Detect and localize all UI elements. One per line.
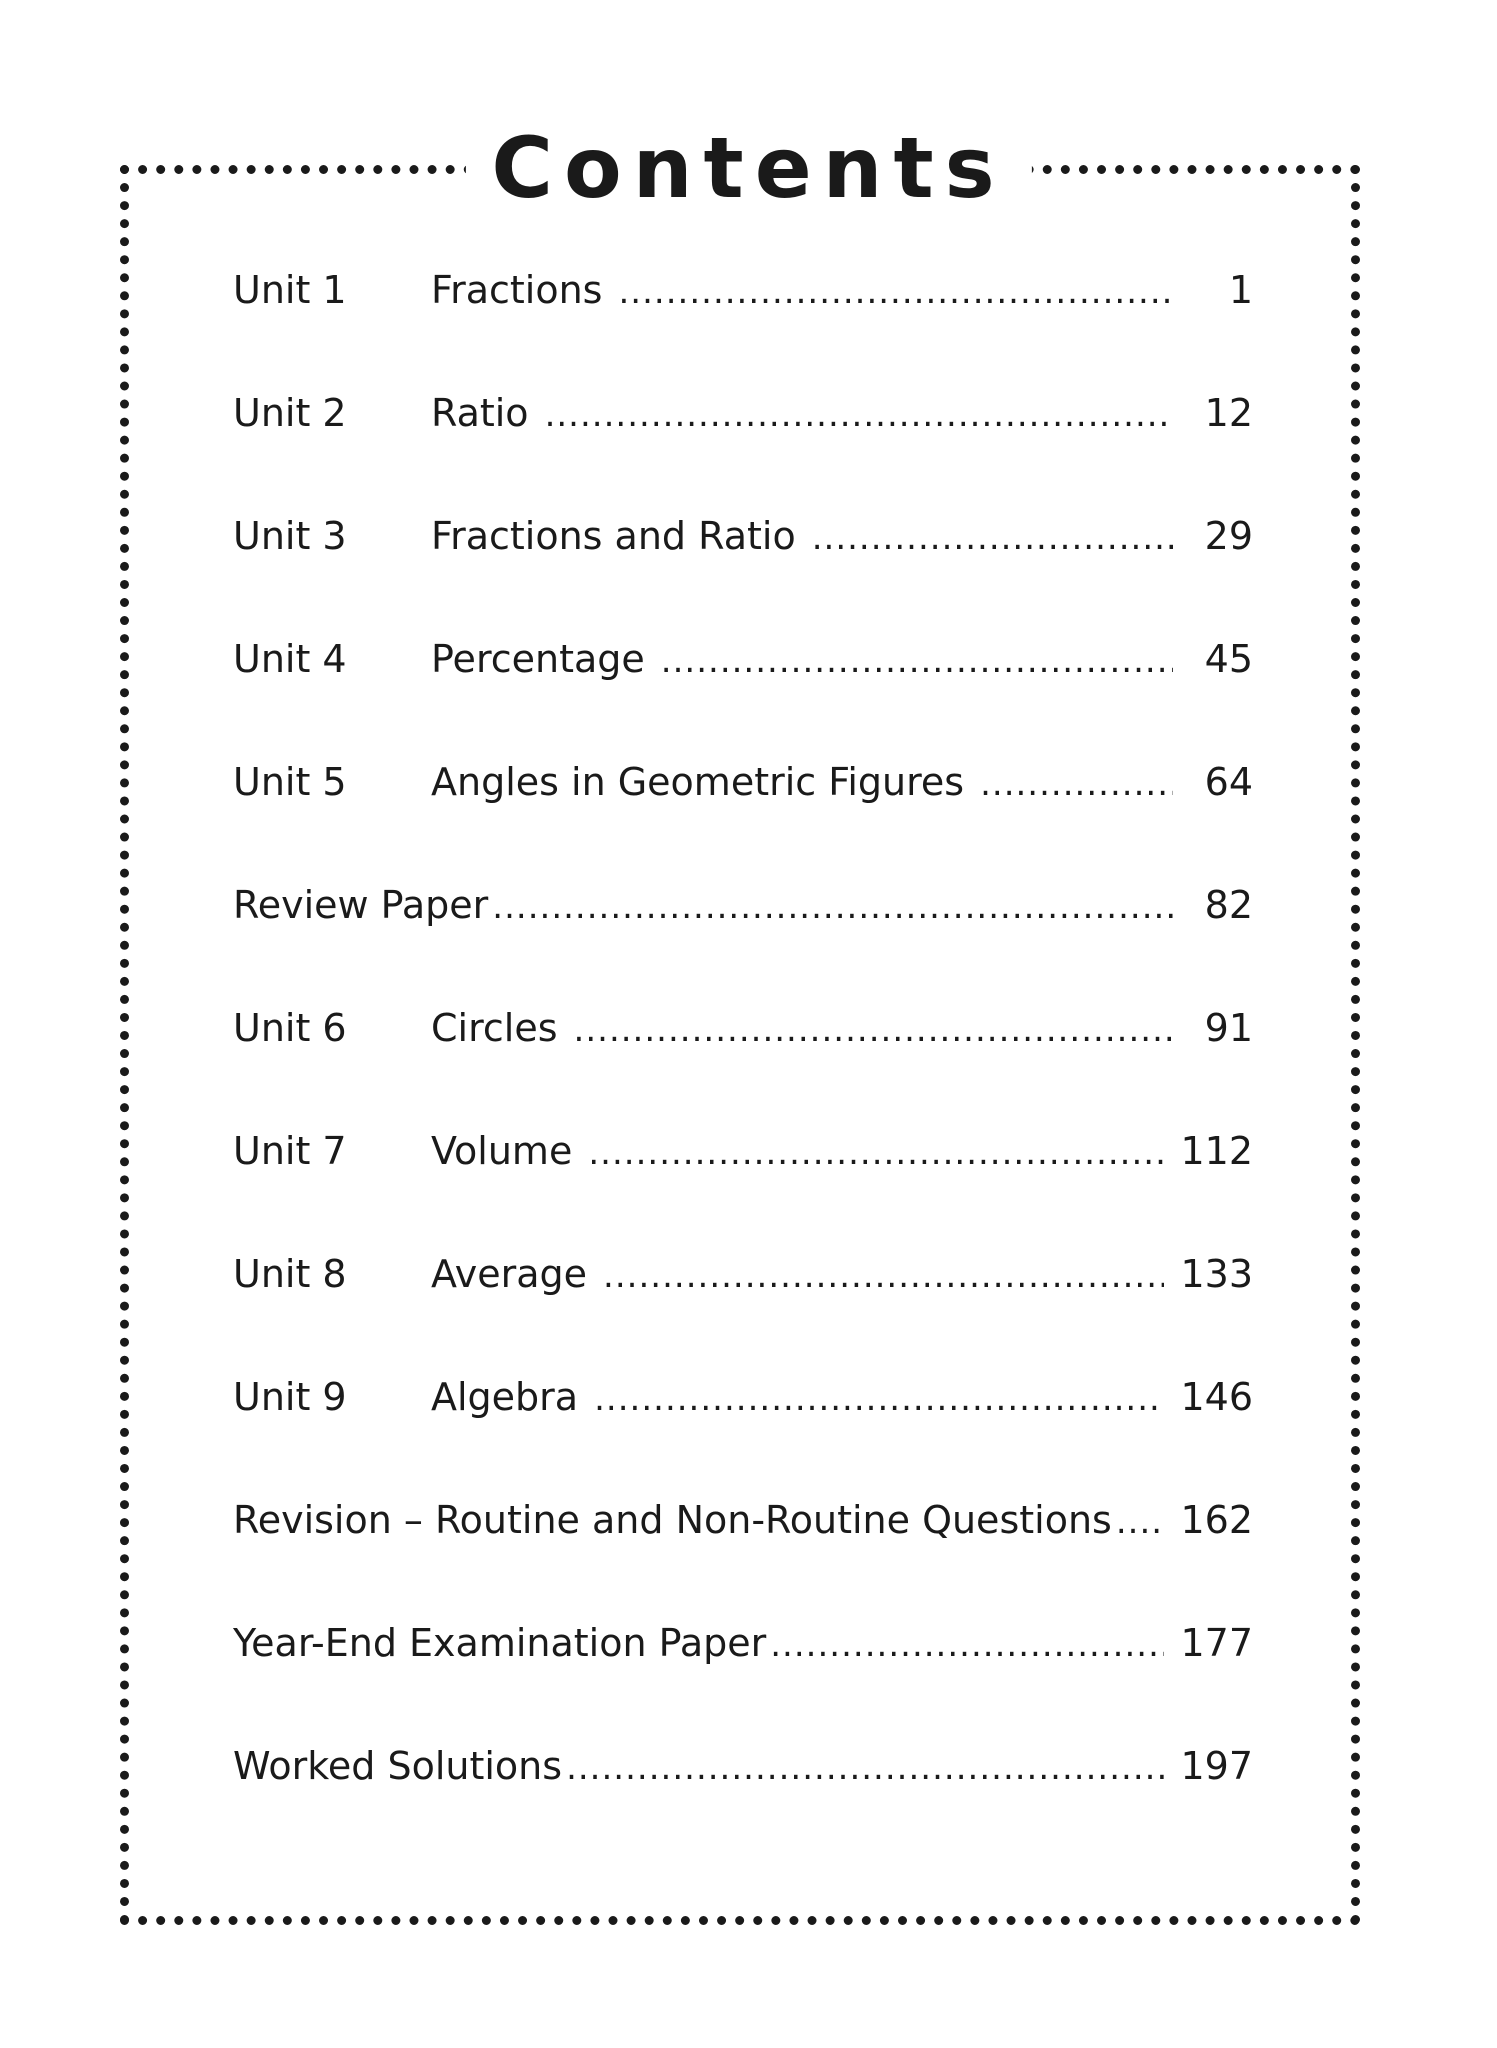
- dot-leader: [492, 877, 1173, 937]
- unit-number: Unit 2: [233, 391, 347, 435]
- toc-entry-unit-1[interactable]: [233, 260, 1253, 320]
- page-number: 146: [1180, 1375, 1253, 1419]
- entry-title: Volume: [431, 1129, 573, 1173]
- entry-title: Circles: [431, 1006, 558, 1050]
- page-number: 91: [1204, 1006, 1253, 1050]
- toc-entry-revision[interactable]: [233, 1490, 1253, 1550]
- dot-leader: [980, 754, 1173, 814]
- toc-entry-unit-7[interactable]: [233, 1121, 1253, 1181]
- page-number: 197: [1180, 1744, 1253, 1788]
- entry-title: Year-End Examination Paper: [233, 1621, 767, 1665]
- toc-entry-unit-5[interactable]: [233, 752, 1253, 812]
- toc-entry-year-end-exam[interactable]: [233, 1613, 1253, 1673]
- toc-entry-unit-6[interactable]: [233, 998, 1253, 1058]
- dot-leader: [661, 631, 1173, 691]
- page-number: 133: [1180, 1252, 1253, 1296]
- unit-number: Unit 9: [233, 1375, 347, 1419]
- page-number: 1: [1228, 268, 1253, 312]
- dot-leader: [566, 1738, 1164, 1798]
- dot-leader: [770, 1615, 1164, 1675]
- toc-entry-unit-9[interactable]: [233, 1367, 1253, 1427]
- page-number: 64: [1204, 760, 1253, 804]
- toc-entry-review-paper[interactable]: [233, 875, 1253, 935]
- entry-title: Algebra: [431, 1375, 579, 1419]
- dot-leader: [545, 385, 1173, 445]
- page-number: 45: [1204, 637, 1253, 681]
- page-number: 82: [1204, 883, 1253, 927]
- unit-number: Unit 8: [233, 1252, 347, 1296]
- unit-number: Unit 3: [233, 514, 347, 558]
- page-number: 162: [1180, 1498, 1253, 1542]
- entry-title: Average: [431, 1252, 588, 1296]
- toc-entry-unit-8[interactable]: [233, 1244, 1253, 1304]
- dot-leader: [594, 1369, 1164, 1429]
- toc-entry-unit-3[interactable]: [233, 506, 1253, 566]
- page-title: Contents: [465, 118, 1031, 218]
- entry-title: Angles in Geometric Figures: [431, 760, 965, 804]
- dot-leader: [603, 1246, 1164, 1306]
- dot-leader: [574, 1000, 1173, 1060]
- entry-title: Ratio: [431, 391, 529, 435]
- page-number: 29: [1204, 514, 1253, 558]
- entry-title: Revision – Routine and Non-Routine Questions: [233, 1498, 1112, 1542]
- entry-title: Fractions: [431, 268, 603, 312]
- dot-leader: [618, 262, 1173, 322]
- toc-entry-worked-solutions[interactable]: [233, 1736, 1253, 1796]
- page-number: 112: [1180, 1129, 1253, 1173]
- dot-leader: [812, 508, 1173, 568]
- unit-number: Unit 1: [233, 268, 347, 312]
- unit-number: Unit 4: [233, 637, 347, 681]
- dot-leader: [588, 1123, 1164, 1183]
- page-number: 177: [1180, 1621, 1253, 1665]
- entry-title: Worked Solutions: [233, 1744, 563, 1788]
- unit-number: Unit 5: [233, 760, 347, 804]
- toc-entry-unit-4[interactable]: [233, 629, 1253, 689]
- page-number: 12: [1204, 391, 1253, 435]
- dot-leader: [1116, 1492, 1165, 1552]
- entry-title: Review Paper: [233, 883, 489, 927]
- unit-number: Unit 6: [233, 1006, 347, 1050]
- entry-title: Fractions and Ratio: [431, 514, 796, 558]
- toc-entry-unit-2[interactable]: [233, 383, 1253, 443]
- unit-number: Unit 7: [233, 1129, 347, 1173]
- entry-title: Percentage: [431, 637, 645, 681]
